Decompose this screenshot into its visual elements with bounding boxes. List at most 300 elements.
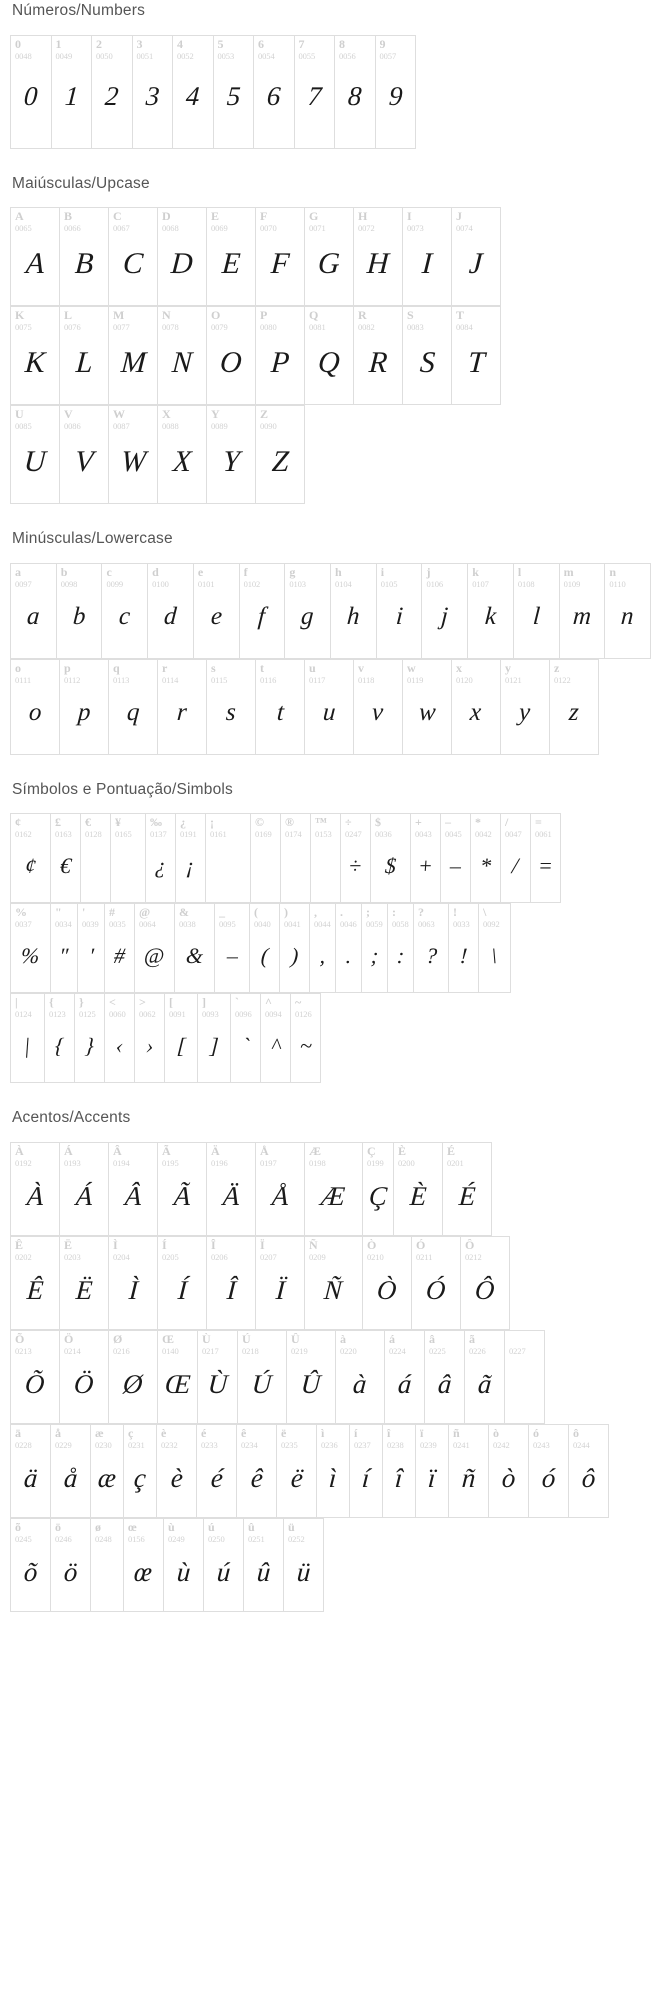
glyph-cell[interactable]	[305, 307, 354, 405]
glyph-cell-header	[175, 904, 214, 930]
glyph-cell[interactable]	[501, 814, 531, 903]
glyph-preview: ÷	[348, 852, 363, 878]
glyph-cell[interactable]	[287, 1331, 336, 1424]
glyph-unicode-code: 0241	[453, 1439, 470, 1450]
glyph-cell[interactable]	[78, 904, 105, 993]
glyph-cell[interactable]	[479, 904, 511, 993]
glyph-unicode-code: 0153	[315, 829, 332, 840]
glyph-preview: ,	[318, 942, 327, 968]
glyph-preview: y	[518, 698, 532, 726]
glyph-cell[interactable]	[256, 406, 305, 504]
glyph-char-label: Y	[211, 408, 220, 422]
glyph-cell[interactable]	[238, 1331, 287, 1424]
glyph-cell-header	[198, 1331, 237, 1357]
glyph-unicode-code: 0042	[475, 829, 492, 840]
glyph-cell[interactable]	[449, 1425, 489, 1518]
glyph-cell[interactable]	[11, 36, 52, 149]
glyph-cell[interactable]	[335, 36, 376, 149]
glyph-cell[interactable]	[403, 208, 452, 306]
glyph-cell[interactable]	[281, 814, 311, 903]
glyph-cell[interactable]	[383, 1425, 416, 1518]
glyph-cell-header	[256, 660, 304, 686]
glyph-row	[10, 659, 599, 755]
glyph-char-label: Œ	[162, 1332, 174, 1346]
glyph-cell[interactable]	[158, 1331, 198, 1424]
glyph-cell[interactable]	[60, 406, 109, 504]
glyph-preview: h	[346, 602, 361, 630]
glyph-char-label: €	[85, 816, 91, 830]
glyph-unicode-code: 0052	[177, 50, 194, 61]
glyph-char-label: í	[354, 1426, 358, 1440]
glyph-cell[interactable]	[11, 1425, 51, 1518]
glyph-cell[interactable]	[256, 208, 305, 306]
glyph-cell-header	[443, 1143, 491, 1169]
glyph-cell[interactable]	[133, 36, 174, 149]
glyph-cell-header	[336, 904, 361, 930]
glyph-cell[interactable]	[146, 814, 176, 903]
glyph-cell[interactable]	[198, 994, 231, 1083]
glyph-unicode-code: 0102	[243, 578, 261, 589]
glyph-cell-header	[124, 1425, 156, 1451]
glyph-char-label: Ê	[15, 1238, 24, 1252]
glyph-cell[interactable]	[305, 1237, 363, 1330]
glyph-preview: `	[240, 1032, 251, 1058]
glyph-preview: u	[321, 698, 337, 726]
glyph-preview: ë	[289, 1462, 304, 1493]
glyph-char-label: î	[387, 1426, 391, 1440]
glyph-char-label: (	[254, 906, 258, 920]
glyph-cell[interactable]	[52, 36, 93, 149]
glyph-cell[interactable]	[514, 564, 560, 659]
glyph-char-label: å	[55, 1426, 61, 1440]
glyph-cell[interactable]	[176, 814, 206, 903]
glyph-cell[interactable]	[465, 1331, 505, 1424]
glyph-unicode-code: 0250	[208, 1533, 225, 1544]
glyph-cell[interactable]	[363, 1237, 412, 1330]
glyph-preview: b	[71, 602, 87, 630]
glyph-cell[interactable]	[207, 406, 256, 504]
glyph-cell[interactable]	[425, 1331, 465, 1424]
glyph-cell[interactable]	[354, 660, 403, 755]
glyph-cell[interactable]	[403, 660, 452, 755]
glyph-cell[interactable]	[377, 564, 423, 659]
glyph-char-label: ï	[420, 1426, 424, 1440]
glyph-cell[interactable]	[11, 904, 51, 993]
glyph-char-label: U	[15, 408, 24, 422]
glyph-cell[interactable]	[461, 1237, 510, 1330]
glyph-cell[interactable]	[388, 904, 414, 993]
glyph-cell[interactable]	[295, 36, 336, 149]
glyph-cell[interactable]	[173, 36, 214, 149]
glyph-row	[10, 1518, 324, 1612]
glyph-cell-header	[277, 1425, 316, 1451]
glyph-cell[interactable]	[449, 904, 479, 993]
glyph-cell-header	[158, 1143, 206, 1169]
glyph-cell[interactable]	[51, 1519, 91, 1612]
glyph-cell-header	[256, 1237, 304, 1263]
glyph-cell[interactable]	[414, 904, 449, 993]
glyph-cell[interactable]	[124, 1425, 157, 1518]
glyph-cell[interactable]	[109, 1331, 158, 1424]
section-title-numbers: Números/Numbers	[12, 2, 146, 19]
glyph-char-label: @	[139, 906, 151, 920]
glyph-char-label: |	[15, 996, 18, 1010]
glyph-grid-accents	[10, 1142, 651, 1612]
glyph-cell[interactable]	[207, 208, 256, 306]
glyph-cell[interactable]	[310, 904, 336, 993]
glyph-cell[interactable]	[109, 307, 158, 405]
glyph-cell[interactable]	[11, 406, 60, 504]
glyph-char-label: n	[609, 565, 617, 579]
glyph-preview: Î	[225, 1274, 237, 1305]
glyph-cell[interactable]	[277, 1425, 317, 1518]
glyph-preview: F	[269, 246, 291, 280]
glyph-cell[interactable]	[207, 660, 256, 755]
glyph-cell[interactable]	[204, 1519, 244, 1612]
glyph-cell[interactable]	[207, 307, 256, 405]
glyph-cell[interactable]	[489, 1425, 529, 1518]
glyph-cell-header	[284, 1519, 323, 1545]
glyph-char-label: Õ	[15, 1332, 25, 1346]
glyph-unicode-code: 0038	[179, 919, 196, 930]
glyph-cell-header	[305, 208, 353, 234]
glyph-cell[interactable]	[291, 994, 321, 1083]
glyph-cell[interactable]	[452, 307, 501, 405]
glyph-char-label: h	[335, 565, 342, 579]
glyph-cell-header	[105, 994, 134, 1020]
glyph-cell[interactable]	[11, 1331, 60, 1424]
glyph-unicode-code: 0203	[64, 1251, 81, 1262]
glyph-char-label: Ô	[465, 1238, 475, 1252]
glyph-cell[interactable]	[505, 1331, 545, 1424]
glyph-cell-header	[164, 1519, 203, 1545]
glyph-cell[interactable]	[501, 660, 550, 755]
glyph-unicode-code: 0051	[136, 50, 154, 61]
glyph-preview: Ë	[74, 1274, 94, 1305]
glyph-cell[interactable]	[341, 814, 371, 903]
glyph-cell[interactable]	[256, 660, 305, 755]
glyph-cell[interactable]	[317, 1425, 350, 1518]
glyph-cell[interactable]	[158, 660, 207, 755]
glyph-cell[interactable]	[60, 660, 109, 755]
glyph-char-label: <	[109, 996, 116, 1010]
glyph-cell[interactable]	[158, 406, 207, 504]
glyph-cell[interactable]	[109, 406, 158, 504]
glyph-unicode-code: 0106	[426, 578, 444, 589]
glyph-unicode-code: 0104	[335, 578, 352, 589]
glyph-char-label: 7	[298, 37, 305, 51]
glyph-cell[interactable]	[244, 1519, 284, 1612]
glyph-cell[interactable]	[240, 564, 286, 659]
glyph-char-label: Ã	[162, 1144, 171, 1158]
glyph-preview	[281, 841, 310, 903]
glyph-unicode-code: 0199	[367, 1157, 384, 1168]
glyph-char-label: 5	[217, 37, 224, 51]
glyph-cell[interactable]	[331, 564, 377, 659]
glyph-unicode-code: 0235	[281, 1439, 298, 1450]
glyph-cell[interactable]	[354, 208, 403, 306]
glyph-cell-header	[363, 1237, 411, 1263]
glyph-cell[interactable]	[175, 904, 215, 993]
glyph-cell[interactable]	[305, 660, 354, 755]
glyph-cell[interactable]	[158, 307, 207, 405]
glyph-preview: N	[170, 345, 194, 379]
glyph-preview: i	[394, 602, 404, 630]
glyph-cell-header	[291, 994, 320, 1020]
glyph-cell-header	[411, 814, 440, 840]
glyph-unicode-code: 0044	[314, 919, 331, 930]
glyph-cell-header	[317, 1425, 349, 1451]
glyph-cell-header	[105, 904, 134, 930]
glyph-cell[interactable]	[468, 564, 514, 659]
glyph-cell[interactable]	[254, 36, 295, 149]
glyph-cell[interactable]	[91, 1425, 124, 1518]
glyph-cell[interactable]	[305, 208, 354, 306]
glyph-cell-header	[204, 1519, 243, 1545]
glyph-cell[interactable]	[60, 307, 109, 405]
glyph-cell-header	[124, 1519, 163, 1545]
glyph-cell[interactable]	[45, 994, 75, 1083]
glyph-cell-header	[250, 904, 279, 930]
glyph-cell[interactable]	[256, 1237, 305, 1330]
glyph-char-label: f	[243, 565, 248, 579]
glyph-cell[interactable]	[11, 1237, 60, 1330]
glyph-char-label: À	[15, 1144, 24, 1158]
glyph-cell[interactable]	[81, 814, 111, 903]
glyph-cell[interactable]	[256, 1143, 305, 1236]
glyph-cell[interactable]	[336, 904, 362, 993]
glyph-unicode-code: 0217	[202, 1345, 219, 1356]
glyph-cell[interactable]	[75, 994, 105, 1083]
glyph-cell[interactable]	[124, 1519, 164, 1612]
glyph-char-label: õ	[15, 1520, 21, 1534]
glyph-cell[interactable]	[336, 1331, 385, 1424]
glyph-cell[interactable]	[605, 564, 651, 659]
glyph-cell[interactable]	[452, 660, 501, 755]
glyph-preview: B	[73, 246, 95, 280]
glyph-cell-header	[371, 814, 410, 840]
glyph-cell[interactable]	[251, 814, 281, 903]
glyph-preview: á	[396, 1368, 413, 1399]
glyph-cell[interactable]	[206, 814, 251, 903]
glyph-cell[interactable]	[109, 1143, 158, 1236]
glyph-unicode-code: 0207	[260, 1251, 277, 1262]
glyph-unicode-code: 0137	[150, 829, 167, 840]
glyph-cell[interactable]	[416, 1425, 449, 1518]
glyph-preview: ä	[22, 1462, 39, 1493]
glyph-cell[interactable]	[362, 904, 388, 993]
glyph-cell[interactable]	[148, 564, 194, 659]
glyph-unicode-code: 0230	[95, 1439, 112, 1450]
glyph-cell[interactable]	[158, 208, 207, 306]
glyph-cell[interactable]	[164, 1519, 204, 1612]
glyph-preview: à	[352, 1368, 368, 1399]
glyph-cell[interactable]	[207, 1237, 256, 1330]
glyph-char-label	[509, 1333, 541, 1347]
glyph-cell[interactable]	[237, 1425, 277, 1518]
glyph-cell-header	[377, 564, 422, 590]
glyph-cell[interactable]	[207, 1143, 256, 1236]
glyph-char-label: g	[289, 565, 296, 579]
glyph-cell-header	[60, 307, 108, 333]
glyph-cell[interactable]	[158, 1237, 207, 1330]
glyph-cell[interactable]	[569, 1425, 609, 1518]
glyph-cell[interactable]	[261, 994, 291, 1083]
glyph-cell[interactable]	[550, 660, 599, 755]
glyph-cell[interactable]	[60, 208, 109, 306]
glyph-cell-header	[501, 660, 549, 686]
glyph-char-label: {	[49, 996, 54, 1010]
glyph-cell[interactable]	[11, 208, 60, 306]
glyph-unicode-code: 0119	[407, 674, 424, 685]
section-symbols	[0, 769, 661, 1084]
glyph-char-label: Á	[64, 1144, 73, 1158]
glyph-cell[interactable]	[51, 814, 81, 903]
glyph-cell-header	[465, 1331, 504, 1357]
glyph-cell[interactable]	[194, 564, 240, 659]
glyph-char-label: )	[284, 906, 288, 920]
glyph-unicode-code: 0239	[420, 1439, 437, 1450]
glyph-cell[interactable]	[197, 1425, 237, 1518]
glyph-char-label: j	[426, 565, 431, 579]
glyph-cell[interactable]	[11, 307, 60, 405]
glyph-cell[interactable]	[11, 660, 60, 755]
glyph-char-label: A	[15, 210, 24, 224]
glyph-char-label: z	[554, 661, 560, 675]
glyph-cell[interactable]	[111, 814, 146, 903]
glyph-grid-numbers	[10, 35, 651, 149]
glyph-cell[interactable]	[250, 904, 280, 993]
glyph-cell-header	[135, 994, 164, 1020]
glyph-cell[interactable]	[91, 1519, 124, 1612]
glyph-cell[interactable]	[363, 1143, 394, 1236]
glyph-char-label: +	[415, 816, 422, 830]
glyph-preview: f	[257, 602, 267, 630]
glyph-preview: Ø	[122, 1368, 144, 1399]
glyph-cell[interactable]	[109, 1237, 158, 1330]
glyph-unicode-code: 0049	[55, 50, 73, 61]
glyph-cell[interactable]	[311, 814, 341, 903]
glyph-cell[interactable]	[11, 994, 45, 1083]
glyph-cell[interactable]	[411, 814, 441, 903]
glyph-cell[interactable]	[280, 904, 310, 993]
glyph-preview: ç	[132, 1462, 148, 1493]
glyph-preview: ~	[298, 1032, 313, 1058]
glyph-cell[interactable]	[135, 904, 175, 993]
glyph-cell[interactable]	[403, 307, 452, 405]
glyph-cell-header	[60, 1331, 108, 1357]
glyph-cell[interactable]	[452, 208, 501, 306]
glyph-cell[interactable]	[165, 994, 198, 1083]
glyph-char-label: a	[15, 565, 21, 579]
glyph-preview: :	[395, 942, 406, 968]
glyph-cell[interactable]	[51, 1425, 91, 1518]
glyph-cell[interactable]	[109, 208, 158, 306]
glyph-cell-header	[158, 406, 206, 432]
glyph-unicode-code: 0238	[387, 1439, 404, 1450]
glyph-cell[interactable]	[135, 994, 165, 1083]
glyph-char-label: é	[201, 1426, 207, 1440]
glyph-cell[interactable]	[105, 904, 135, 993]
glyph-cell[interactable]	[105, 994, 135, 1083]
glyph-cell[interactable]	[198, 1331, 238, 1424]
glyph-unicode-code: 0232	[161, 1439, 178, 1450]
glyph-cell[interactable]	[60, 1237, 109, 1330]
glyph-cell[interactable]	[354, 307, 403, 405]
glyph-cell[interactable]	[531, 814, 561, 903]
glyph-char-label: Ï	[260, 1238, 265, 1252]
glyph-cell[interactable]	[422, 564, 468, 659]
glyph-cell[interactable]	[394, 1143, 443, 1236]
glyph-cell[interactable]	[11, 1143, 60, 1236]
glyph-preview: O	[219, 345, 244, 379]
glyph-cell-header	[109, 208, 157, 234]
glyph-preview: 4	[184, 81, 201, 112]
glyph-cell[interactable]	[60, 1143, 109, 1236]
section-title-accents: Acentos/Accents	[12, 1109, 131, 1127]
glyph-cell-header	[194, 564, 239, 590]
glyph-cell[interactable]	[214, 36, 255, 149]
glyph-row	[10, 35, 416, 149]
glyph-char-label: C	[113, 210, 122, 224]
glyph-cell[interactable]	[158, 1143, 207, 1236]
glyph-cell[interactable]	[385, 1331, 425, 1424]
glyph-cell[interactable]	[157, 1425, 197, 1518]
glyph-char-label: Ç	[367, 1144, 376, 1158]
glyph-cell[interactable]	[51, 904, 78, 993]
glyph-cell[interactable]	[441, 814, 471, 903]
glyph-unicode-code: 0117	[309, 674, 326, 685]
glyph-cell[interactable]	[60, 1331, 109, 1424]
glyph-cell[interactable]	[231, 994, 261, 1083]
glyph-cell[interactable]	[102, 564, 148, 659]
glyph-cell[interactable]	[285, 564, 331, 659]
glyph-unicode-code: 0210	[367, 1251, 384, 1262]
glyph-cell[interactable]	[471, 814, 501, 903]
glyph-char-label: E	[211, 210, 220, 224]
glyph-cell[interactable]	[215, 904, 250, 993]
glyph-cell[interactable]	[560, 564, 606, 659]
glyph-cell[interactable]	[92, 36, 133, 149]
glyph-cell[interactable]	[284, 1519, 324, 1612]
glyph-char-label: m	[563, 565, 574, 579]
glyph-char-label: œ	[128, 1520, 137, 1534]
glyph-cell[interactable]	[109, 660, 158, 755]
glyph-cell[interactable]	[529, 1425, 569, 1518]
glyph-cell[interactable]	[256, 307, 305, 405]
glyph-unicode-code: 0096	[235, 1009, 252, 1020]
glyph-unicode-code: 0041	[284, 919, 301, 930]
glyph-unicode-code: 0058	[392, 919, 409, 930]
glyph-cell[interactable]	[11, 814, 51, 903]
glyph-cell[interactable]	[412, 1237, 461, 1330]
glyph-cell[interactable]	[57, 564, 103, 659]
glyph-char-label: ó	[533, 1426, 539, 1440]
glyph-cell[interactable]	[11, 1519, 51, 1612]
glyph-cell[interactable]	[376, 36, 417, 149]
glyph-cell-header	[305, 1143, 362, 1169]
glyph-cell[interactable]	[11, 564, 57, 659]
glyph-preview: Q	[317, 345, 342, 379]
glyph-cell-header	[78, 904, 104, 930]
glyph-cell-header	[11, 1143, 59, 1169]
glyph-cell-header	[531, 814, 560, 840]
glyph-cell[interactable]	[350, 1425, 383, 1518]
glyph-cell[interactable]	[443, 1143, 492, 1236]
glyph-cell[interactable]	[305, 1143, 363, 1236]
glyph-cell[interactable]	[371, 814, 411, 903]
glyph-preview: =	[537, 852, 554, 878]
